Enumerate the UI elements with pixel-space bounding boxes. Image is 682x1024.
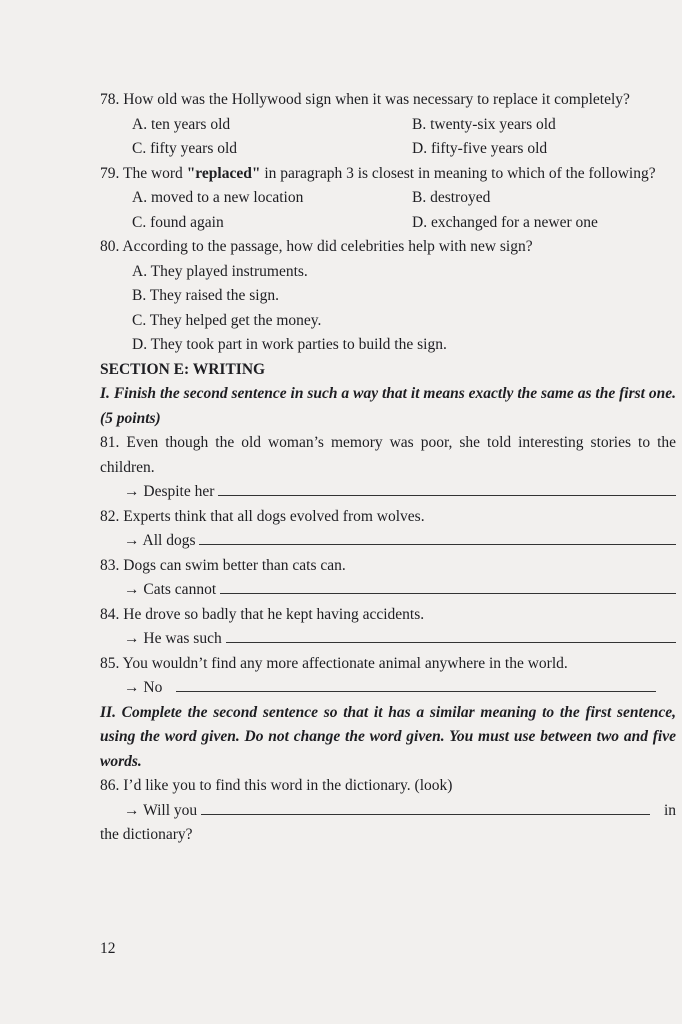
option-c: C. fifty years old — [132, 140, 238, 157]
answer-end: in — [663, 801, 676, 819]
stem-text: 79. The word — [100, 164, 187, 182]
question-83 — [100, 554, 676, 603]
question-81 — [100, 431, 676, 505]
question-text: 85. You wouldn’t find any more affectionate animal anywhere in the world. — [100, 654, 568, 672]
part1-instruction: I. Finish the second sentence in such a way that it means exactly the same as the first one. (5 points) — [100, 385, 676, 427]
answer-blank[interactable] — [218, 481, 676, 496]
question-text: 82. Experts think that all dogs evolved from wolves. — [100, 507, 425, 525]
question-82 — [100, 505, 676, 554]
answer-continuation: the dictionary? — [100, 826, 193, 843]
question-text: 83. Dogs can swim better than cats can. — [100, 556, 346, 574]
question-85 — [100, 652, 676, 701]
option-d: D. exchanged for a newer one — [412, 213, 598, 231]
option-b: B. twenty-six years old — [412, 115, 556, 133]
part2-instruction: II. Complete the second sentence so that it has a similar meaning to the first sentence, using the word given. Do not change the word given. You must use between two and five words. — [100, 703, 676, 770]
question-stem: 80. According to the passage, how did celebrities help with new sign? — [100, 238, 533, 255]
section-title: SECTION E: WRITING — [100, 360, 266, 378]
question-84 — [100, 603, 676, 652]
answer-start: → All dogs — [124, 532, 196, 549]
answer-blank[interactable] — [201, 800, 650, 815]
answer-start: → Cats cannot — [124, 581, 217, 598]
question-78 — [100, 88, 676, 162]
option-a: A. moved to a new location — [132, 189, 304, 206]
stem-text: in paragraph 3 is closest in meaning to which of the following? — [260, 164, 656, 182]
page-number: 12 — [100, 940, 116, 957]
question-80 — [100, 235, 676, 358]
question-text: 81. Even though the old woman’s memory was poor, she told interesting stories to the children. — [100, 434, 676, 476]
option-b: B. destroyed — [412, 189, 491, 206]
question-stem — [100, 162, 676, 187]
answer-start: → No — [124, 679, 163, 696]
stem-keyword: "replaced" — [186, 164, 261, 182]
option-b: B. They raised the sign. — [132, 287, 279, 304]
document-page — [100, 88, 676, 848]
option-a: A. ten years old — [132, 115, 231, 133]
question-stem: 78. How old was the Hollywood sign when it was necessary to replace it completely? — [100, 91, 630, 108]
question-79 — [100, 162, 676, 236]
answer-start: → He was such — [124, 630, 222, 647]
question-text: 84. He drove so badly that he kept having accidents. — [100, 605, 425, 623]
option-d: D. They took part in work parties to build the sign. — [132, 336, 447, 353]
option-d: D. fifty-five years old — [412, 140, 548, 157]
option-c: C. found again — [132, 213, 224, 231]
question-86 — [100, 774, 676, 848]
answer-blank[interactable] — [199, 530, 676, 545]
answer-blank[interactable] — [226, 628, 676, 643]
answer-start: → Will you — [124, 801, 198, 819]
option-c: C. They helped get the money. — [132, 311, 322, 329]
answer-blank[interactable] — [176, 677, 656, 692]
answer-blank[interactable] — [220, 579, 676, 594]
option-a: A. They played instruments. — [132, 262, 308, 280]
answer-start: → Despite her — [124, 483, 215, 500]
question-text: 86. I’d like you to find this word in the dictionary. (look) — [100, 777, 453, 794]
